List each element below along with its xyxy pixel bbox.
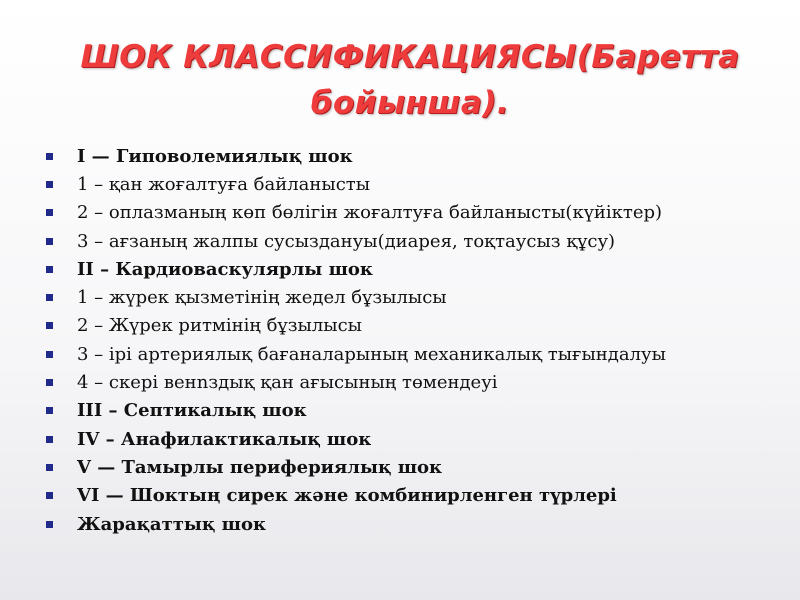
list-item-1 bbox=[46, 170, 766, 198]
slide-title-line-1: ШОК КЛАССИФИКАЦИЯСЫ(Баретта bbox=[80, 39, 740, 75]
square-bullet-icon bbox=[46, 153, 53, 160]
list-item-text: V — Тамырлы перифериялық шок bbox=[77, 456, 443, 478]
list-item-11 bbox=[46, 453, 766, 481]
square-bullet-icon bbox=[46, 209, 53, 216]
list-item-text: I — Гиповолемиялық шок bbox=[77, 145, 353, 167]
square-bullet-icon bbox=[46, 322, 53, 329]
list-item-text: 3 – ірі артериялық бағаналарының механикалық тығындалуы bbox=[77, 343, 666, 365]
square-bullet-icon bbox=[46, 181, 53, 188]
square-bullet-icon bbox=[46, 238, 53, 245]
list-item-9 bbox=[46, 397, 766, 425]
slide-title-line-2: бойынша). bbox=[310, 85, 510, 121]
square-bullet-icon bbox=[46, 351, 53, 358]
square-bullet-icon bbox=[46, 464, 53, 471]
list-item-7 bbox=[46, 340, 766, 368]
list-item-2 bbox=[46, 199, 766, 227]
list-item-12 bbox=[46, 482, 766, 510]
list-item-5 bbox=[46, 283, 766, 311]
list-item-text: VI — Шоктың сирек және комбинирленген түрлері bbox=[77, 485, 617, 507]
list-item-text: 1 – қан жоғалтуға байланысты bbox=[77, 173, 371, 195]
list-item-8 bbox=[46, 368, 766, 396]
list-item-text: Жарақаттық шок bbox=[77, 513, 266, 535]
list-item-text: 3 – ағзаның жалпы сусыздануы(диарея, тоқтаусыз құсу) bbox=[77, 230, 616, 252]
square-bullet-icon bbox=[46, 407, 53, 414]
classification-list bbox=[46, 142, 766, 538]
square-bullet-icon bbox=[46, 492, 53, 499]
square-bullet-icon bbox=[46, 436, 53, 443]
list-item-10 bbox=[46, 425, 766, 453]
list-item-text: 4 – скері венոздық қан ағысының төмендеуі bbox=[77, 372, 498, 394]
list-item-13 bbox=[46, 510, 766, 538]
list-item-4 bbox=[46, 255, 766, 283]
list-item-0 bbox=[46, 142, 766, 170]
list-item-text: IV – Анафилактикалық шок bbox=[77, 428, 372, 450]
slide-title bbox=[70, 34, 750, 126]
square-bullet-icon bbox=[46, 521, 53, 528]
list-item-text: 2 – оплазманың көп бөлігін жоғалтуға байланысты(күйіктер) bbox=[77, 202, 663, 224]
list-item-text: III – Септикалық шок bbox=[77, 400, 307, 422]
list-item-3 bbox=[46, 227, 766, 255]
list-item-text: 2 – Жүрек ритмінің бұзылысы bbox=[77, 315, 363, 337]
list-item-6 bbox=[46, 312, 766, 340]
list-item-text: 1 – жүрек қызметінің жедел бұзылысы bbox=[77, 287, 447, 309]
list-item-text: II – Кардиоваскулярлы шок bbox=[77, 258, 373, 280]
square-bullet-icon bbox=[46, 266, 53, 273]
square-bullet-icon bbox=[46, 379, 53, 386]
square-bullet-icon bbox=[46, 294, 53, 301]
